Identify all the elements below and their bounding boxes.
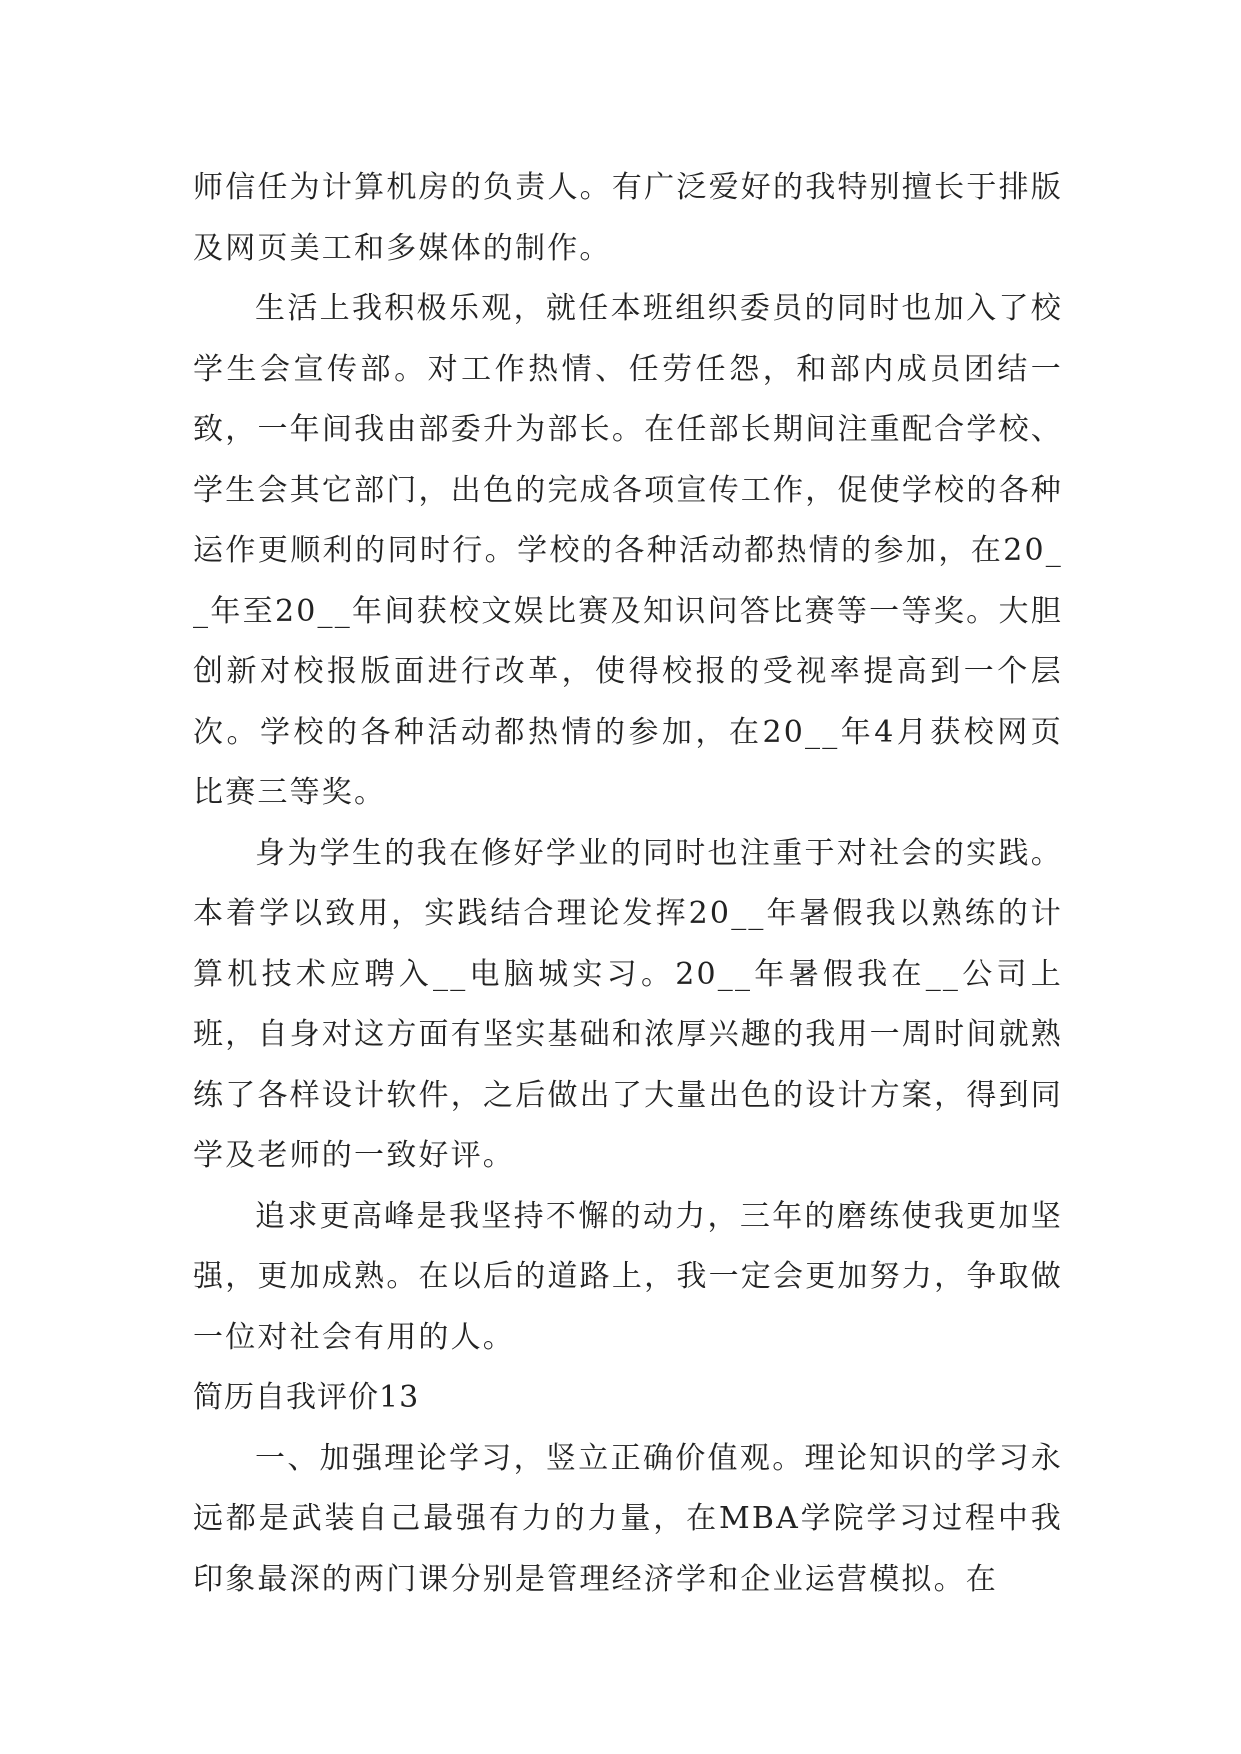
paragraph-conclusion: 追求更高峰是我坚持不懈的动力，三年的磨练使我更加坚强，更加成熟。在以后的道路上，我一定会更加努力，争取做一位对社会有用的人。 <box>193 1198 1063 1355</box>
section-heading: 简历自我评价13 <box>193 1380 420 1415</box>
paragraph-theory-study: 一、加强理论学习，竖立正确价值观。理论知识的学习永远都是武装自己最强有力的力量，在MBA学院学习过程中我印象最深的两门课分别是管理经济学和企业运营模拟。在 <box>193 1440 1063 1597</box>
document-body <box>193 158 1063 1610</box>
paragraph-social-practice: 身为学生的我在修好学业的同时也注重于对社会的实践。本着学以致用，实践结合理论发挥20__年暑假我以熟练的计算机技术应聘入__电脑城实习。20__年暑假我在__公司上班，自身对这方面有坚实基础和浓厚兴趣的我用一周时间就熟练了各样设计软件，之后做出了大量出色的设计方案，得到同学及老师的一致好评。 <box>193 835 1063 1173</box>
paragraph-student-union: 生活上我积极乐观，就任本班组织委员的同时也加入了校学生会宣传部。对工作热情、任劳任怨，和部内成员团结一致，一年间我由部委升为部长。在任部长期间注重配合学校、学生会其它部门，出色的完成各项宣传工作，促使学校的各种运作更顺利的同时行。学校的各种活动都热情的参加，在20__年至20__年间获校文娱比赛及知识问答比赛等一等奖。大胆创新对校报版面进行改革，使得校报的受视率提高到一个层次。学校的各种活动都热情的参加，在20__年4月获校网页比赛三等奖。 <box>193 291 1063 810</box>
paragraph-continuation: 师信任为计算机房的负责人。有广泛爱好的我特别擅长于排版及网页美工和多媒体的制作。 <box>193 170 1063 266</box>
